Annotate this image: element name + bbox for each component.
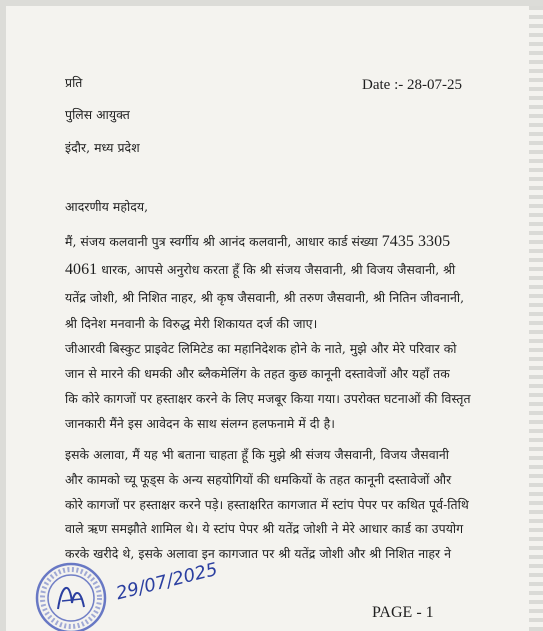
para1-line4: श्री दिनेश मनवानी के विरुद्ध मेरी शिकायत दर्ज की जाए। <box>65 316 318 331</box>
recipient-title: पुलिस आयुक्त <box>65 107 130 122</box>
letter-to: प्रति <box>65 75 83 90</box>
para1-line2-text: धारक, आपसे अनुरोध करता हूँ कि श्री संजय जैसवानी, श्री विजय जैसवानी, श्री <box>101 262 456 277</box>
salutation: आदरणीय महोदय, <box>65 199 149 214</box>
para2-line1: जीआरवी बिस्कुट प्राइवेट लिमिटेड का महानिदेशक होने के नाते, मुझे और मेरे परिवार को <box>65 341 457 356</box>
para1-line1 <box>65 233 450 251</box>
aadhaar-number-part1: 7435 3305 <box>381 233 451 250</box>
page-number: PAGE - 1 <box>372 604 434 621</box>
aadhaar-number-part2: 4061 <box>65 261 98 278</box>
para3-line3: कोरे कागजों पर हस्ताक्षर करने पड़े। हस्ताक्षरित कागजात में स्टांप पेपर पर कथित पूर्व-तिथि <box>65 497 469 512</box>
para3-line2: और कामको च्यू फूड्स के अन्य सहयोगियों की धमकियों के तहत कानूनी दस्तावेजों और <box>65 472 452 487</box>
para3-line1: इसके अलावा, मैं यह भी बताना चाहता हूँ कि मुझे श्री संजय जैसवानी, विजय जैसवानी <box>65 447 449 462</box>
official-stamp <box>34 561 108 631</box>
para1-line2 <box>65 261 455 279</box>
para2-line2: जान से मारने की धमकी और ब्लैकमेलिंग के तहत कुछ कानूनी दस्तावेजों और यहाँ तक <box>65 366 450 381</box>
letter-date: Date :- 28-07-25 <box>362 77 462 93</box>
para2-line3: कि कोरे कागजों पर हस्ताक्षर करने के लिए मजबूर किया गया। उपरोक्त घटनाओं की विस्तृत <box>65 391 471 406</box>
para1-line1-text: मैं, संजय कलवानी पुत्र स्वर्गीय श्री आनंद कलवानी, आधार कार्ड संख्या <box>65 234 378 249</box>
para2-line4: जानकारी मैंने इस आवेदन के साथ संलग्न हलफनामे में दी है। <box>65 416 335 431</box>
binder-holes <box>529 6 543 631</box>
recipient-place: इंदौर, मध्य प्रदेश <box>65 140 140 155</box>
para3-line4: वाले ऋण समझौते शामिल थे। ये स्टांप पेपर श्री यतेंद्र जोशी ने मेरे आधार कार्ड का उपयोग <box>65 521 464 536</box>
para3-line5: करके खरीदे थे, इसके अलावा इन कागजात पर श्री यतेंद्र जोशी और श्री निशित नाहर ने <box>65 546 452 561</box>
letter-page <box>6 6 543 631</box>
signature-date: 29/07/2025 <box>114 558 220 605</box>
para1-line3: यतेंद्र जोशी, श्री निशित नाहर, श्री कृष जैसवानी, श्री तरुण जैसवानी, श्री नितिन जीवनानी, <box>65 290 465 305</box>
